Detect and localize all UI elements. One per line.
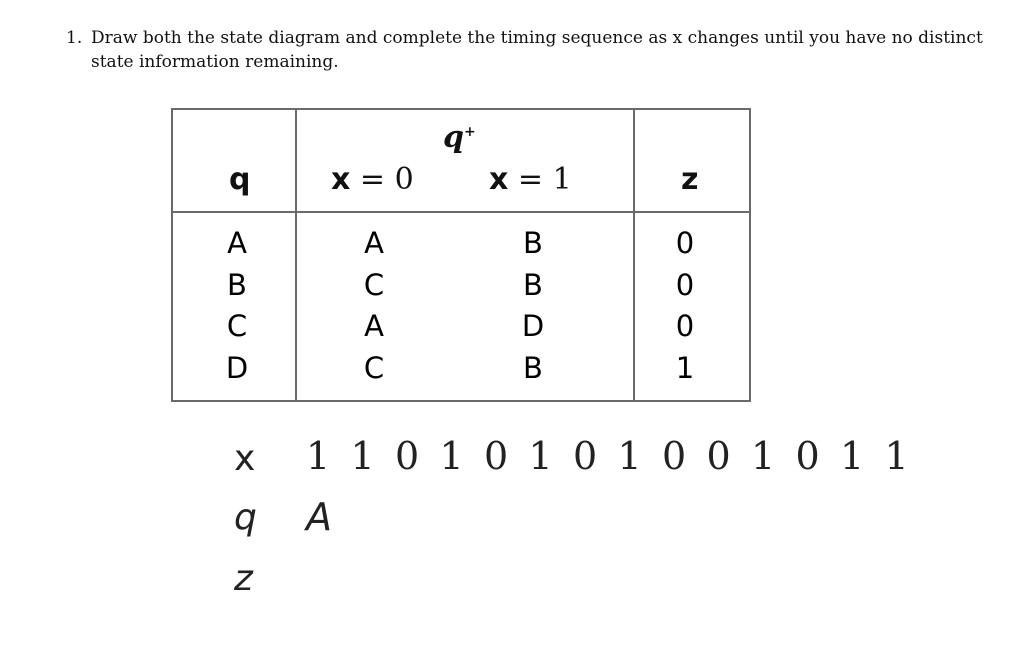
sequence-x-label: x <box>234 438 256 479</box>
table-cell: A <box>364 226 384 260</box>
sequence-q-label: q <box>234 497 257 538</box>
table-header-divider <box>173 211 749 213</box>
table-cell: A <box>364 309 384 343</box>
problem-text: Draw both the state diagram and complete the timing sequence as x changes until you have no distinct state information remaining. <box>91 28 983 72</box>
sequence-x-value: 0 <box>573 434 598 478</box>
sequence-x-value: 1 <box>306 434 331 478</box>
table-cell: B <box>227 267 247 302</box>
header-x0-var: x <box>331 162 351 197</box>
header-x0 <box>331 162 414 197</box>
table-divider-q <box>295 110 297 400</box>
column-output-z <box>665 223 705 389</box>
sequence-x-value: 1 <box>751 434 776 478</box>
header-q: q <box>229 162 251 197</box>
column-next-state-x0 <box>354 223 394 389</box>
sequence-x-value: 0 <box>395 434 420 478</box>
state-table <box>171 108 751 402</box>
sequence-x-value: 1 <box>528 434 553 478</box>
table-cell: 0 <box>675 309 695 343</box>
header-x1-value: = 1 <box>508 162 572 197</box>
table-cell: C <box>226 309 248 343</box>
sequence-x-value: 0 <box>484 434 509 478</box>
column-current-state <box>217 223 257 389</box>
sequence-x-value: 1 <box>884 434 909 478</box>
problem-number: 1. <box>66 28 83 48</box>
sequence-x-value: 0 <box>662 434 687 478</box>
sequence-x-value: 0 <box>706 434 731 478</box>
header-next-state-label: q <box>443 120 464 155</box>
table-cell: D <box>521 309 545 343</box>
table-divider-z <box>633 110 635 400</box>
table-cell: 0 <box>675 226 695 260</box>
sequence-x-value: 1 <box>439 434 464 478</box>
table-cell: B <box>523 226 543 260</box>
column-next-state-x1 <box>513 223 553 389</box>
table-cell: 0 <box>675 267 695 302</box>
table-cell: B <box>523 267 543 302</box>
table-cell: B <box>523 350 543 385</box>
sequence-x-values <box>306 434 929 478</box>
sequence-x-value: 1 <box>350 434 375 478</box>
header-z: z <box>681 162 699 197</box>
sequence-x-value: 1 <box>840 434 865 478</box>
table-cell: C <box>363 267 385 302</box>
table-cell: A <box>227 226 247 260</box>
problem-statement <box>66 26 986 74</box>
header-next-state <box>443 120 476 155</box>
header-next-state-sup: + <box>463 124 476 140</box>
table-cell: C <box>363 350 385 385</box>
sequence-z-label: z <box>234 558 253 599</box>
header-x1-var: x <box>489 162 509 197</box>
header-x0-value: = 0 <box>350 162 414 197</box>
header-x1 <box>489 162 572 197</box>
table-cell: D <box>225 350 249 385</box>
sequence-x-value: 1 <box>617 434 642 478</box>
sequence-x-value: 0 <box>795 434 820 478</box>
table-cell: 1 <box>675 350 695 385</box>
sequence-q-start: A <box>306 495 332 539</box>
